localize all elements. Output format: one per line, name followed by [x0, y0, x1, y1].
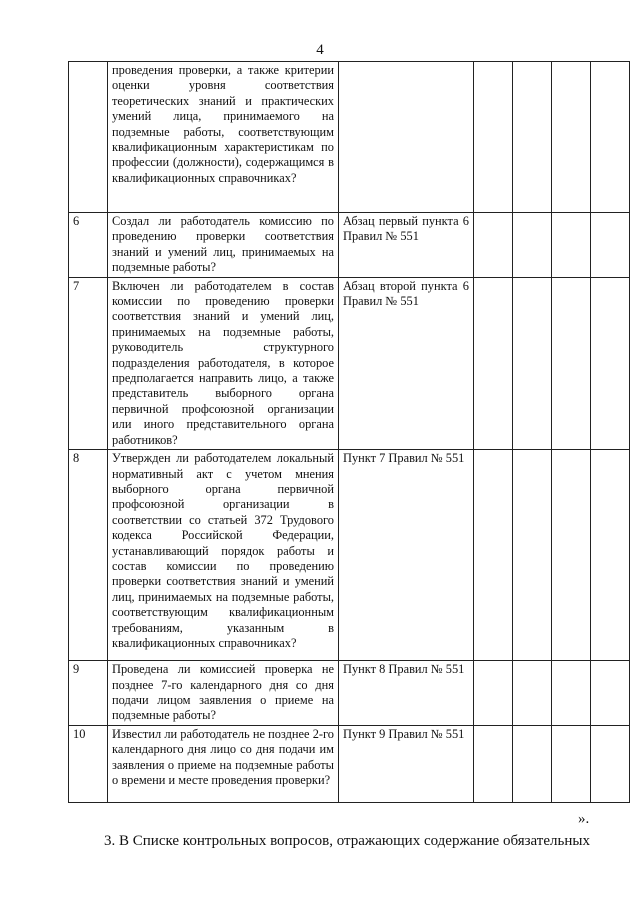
row-number: 9 — [69, 661, 108, 726]
row-number: 8 — [69, 450, 108, 661]
table-row — [69, 725, 630, 802]
empty-cell — [513, 661, 552, 726]
empty-cell — [591, 62, 630, 213]
question-cell: Проведена ли комиссией проверка не позднее 7-го календарного дня со дня подачи лицом заявления о приеме на подземные работы? — [108, 661, 339, 726]
row-number: 7 — [69, 277, 108, 449]
empty-cell — [513, 213, 552, 278]
empty-cell — [591, 450, 630, 661]
table-row — [69, 62, 630, 213]
reference-cell: Пункт 9 Правил № 551 — [339, 725, 474, 802]
question-cell: проведения проверки, а также критерии оценки уровня соответствия теоретических знаний и практических умений лица, принимаемого на подземные работы, соответствующим квалификационным характеристикам по профессии (должности), содержащимся в квалификационных справочниках? — [108, 62, 339, 213]
next-paragraph: 3. В Списке контрольных вопросов, отражающих содержание обязательных — [104, 833, 590, 849]
table-row — [69, 277, 630, 449]
empty-cell — [513, 725, 552, 802]
row-number — [69, 62, 108, 213]
empty-cell — [591, 725, 630, 802]
reference-cell — [339, 62, 474, 213]
closing-quote-mark: ». — [578, 811, 590, 827]
empty-cell — [474, 213, 513, 278]
empty-cell — [474, 661, 513, 726]
empty-cell — [552, 62, 591, 213]
empty-cell — [552, 213, 591, 278]
checklist-table — [68, 61, 630, 803]
question-cell: Утвержден ли работодателем локальный нормативный акт с учетом мнения выборного органа первичной профсоюзной организации в соответствии со статьей 372 Трудового кодекса Российской Федерации, устанавливающий порядок работы и состав комиссии по проведению проверки соответствия знаний и умений лиц, принимаемых на подземные работы, соответствующим квалификационным требованиям, указанным в квалификационных справочниках? — [108, 450, 339, 661]
empty-cell — [474, 450, 513, 661]
empty-cell — [552, 277, 591, 449]
empty-cell — [552, 725, 591, 802]
empty-cell — [591, 277, 630, 449]
reference-cell: Пункт 7 Правил № 551 — [339, 450, 474, 661]
empty-cell — [474, 725, 513, 802]
row-number: 10 — [69, 725, 108, 802]
table-row — [69, 450, 630, 661]
empty-cell — [474, 277, 513, 449]
question-cell: Создал ли работодатель комиссию по проведению проверки соответствия знаний и умений лиц, принимаемых на подземные работы? — [108, 213, 339, 278]
table-row — [69, 661, 630, 726]
reference-cell: Пункт 8 Правил № 551 — [339, 661, 474, 726]
empty-cell — [474, 62, 513, 213]
empty-cell — [591, 661, 630, 726]
page-number: 4 — [316, 42, 324, 58]
question-cell: Включен ли работодателем в состав комиссии по проведению проверки соответствия знаний и умений лиц, принимаемых на подземные работы, руководитель структурного подразделения работодателя, в которое предполагается направить лицо, а также представитель выборного органа первичной профсоюзной организации или иного представительного органа работников? — [108, 277, 339, 449]
empty-cell — [513, 62, 552, 213]
table-row — [69, 213, 630, 278]
question-cell: Известил ли работодатель не позднее 2-го календарного дня лицо со дня подачи им заявления о приеме на подземные работы о времени и месте проведения проверки? — [108, 725, 339, 802]
reference-cell: Абзац второй пункта 6 Правил № 551 — [339, 277, 474, 449]
row-number: 6 — [69, 213, 108, 278]
empty-cell — [552, 450, 591, 661]
empty-cell — [513, 450, 552, 661]
empty-cell — [513, 277, 552, 449]
empty-cell — [552, 661, 591, 726]
reference-cell: Абзац первый пункта 6 Правил № 551 — [339, 213, 474, 278]
empty-cell — [591, 213, 630, 278]
